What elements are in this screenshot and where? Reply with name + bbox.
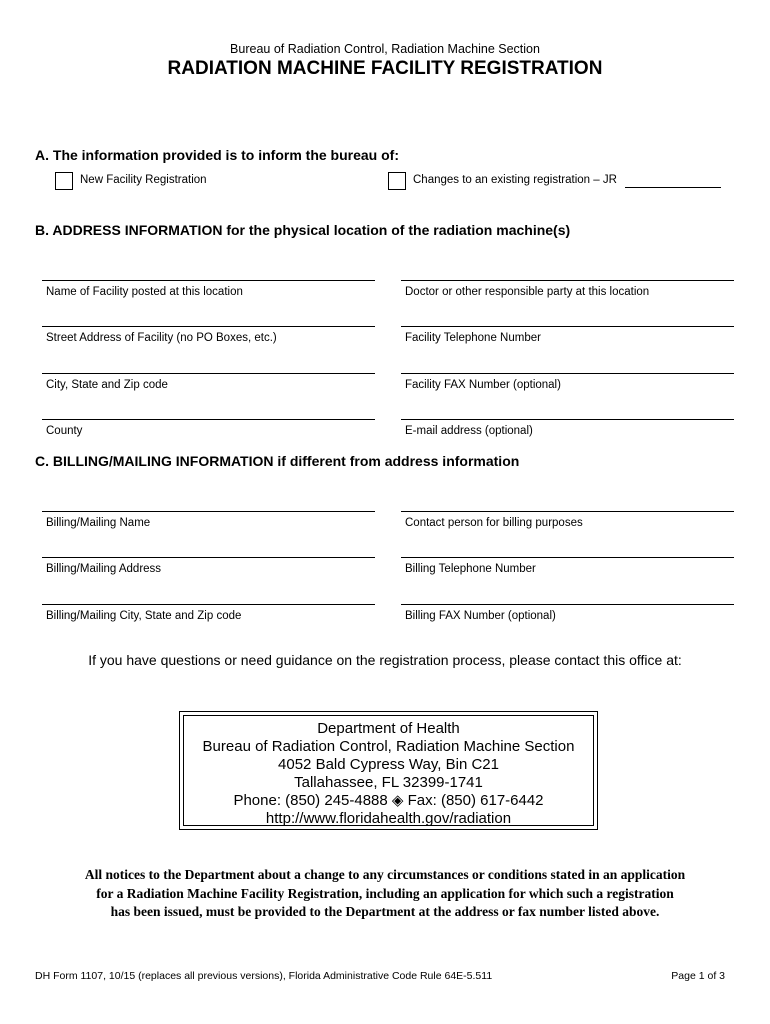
field-label: E-mail address (optional): [405, 425, 533, 437]
street-address-field[interactable]: [42, 326, 375, 344]
field-label: Street Address of Facility (no PO Boxes, etc.): [46, 332, 277, 344]
field-label: Billing/Mailing City, State and Zip code: [46, 610, 242, 622]
field-label: Billing FAX Number (optional): [405, 610, 556, 622]
change-registration-label: Changes to an existing registration – JR: [413, 174, 617, 186]
section-c-heading: C. BILLING/MAILING INFORMATION if different from address information: [35, 453, 520, 469]
form-subtitle: Bureau of Radiation Control, Radiation Machine Section: [230, 42, 540, 56]
contact-phone-fax: Phone: (850) 245-4888 ◈ Fax: (850) 617-6442: [233, 792, 544, 809]
notice-line: All notices to the Department about a change to any circumstances or conditions stated in an application: [84, 867, 686, 882]
field-label: Billing/Mailing Name: [46, 517, 151, 529]
billing-address-field[interactable]: [42, 557, 375, 575]
section-a-heading: A. The information provided is to inform the bureau of:: [35, 147, 399, 163]
contact-line: Bureau of Radiation Control, Radiation Machine Section: [202, 738, 575, 755]
field-label: Contact person for billing purposes: [405, 517, 583, 529]
field-label: City, State and Zip code: [46, 379, 168, 391]
billing-name-field[interactable]: [42, 511, 375, 529]
form-title: RADIATION MACHINE FACILITY REGISTRATION: [167, 58, 603, 79]
change-notice: [0, 866, 770, 922]
email-field[interactable]: [401, 419, 734, 437]
field-label: Doctor or other responsible party at this location: [405, 286, 650, 298]
county-field[interactable]: [42, 419, 375, 437]
billing-telephone-field[interactable]: [401, 557, 734, 575]
field-label: Name of Facility posted at this location: [46, 286, 243, 298]
contact-address-box: [179, 711, 598, 830]
facility-telephone-field[interactable]: [401, 326, 734, 344]
contact-line: 4052 Bald Cypress Way, Bin C21: [278, 756, 499, 773]
billing-fax-field[interactable]: [401, 604, 734, 622]
notice-line: for a Radiation Machine Facility Registration, including an application for which such a registration: [96, 885, 674, 901]
field-label: Billing/Mailing Address: [46, 563, 162, 575]
field-label: Billing Telephone Number: [405, 563, 536, 575]
contact-line: Tallahassee, FL 32399-1741: [294, 774, 483, 791]
new-facility-checkbox[interactable]: [55, 172, 73, 190]
contact-intro: If you have questions or need guidance on the registration process, please contact this office at:: [88, 652, 682, 668]
billing-contact-field[interactable]: [401, 511, 734, 529]
contact-line: Department of Health: [317, 720, 460, 737]
notice-line: has been issued, must be provided to the Department at the address or fax number listed above.: [110, 904, 660, 919]
responsible-party-field[interactable]: [401, 280, 734, 298]
footer-page-number: Page 1 of 3: [671, 970, 725, 982]
field-label: County: [46, 425, 83, 437]
field-label: Facility Telephone Number: [405, 332, 541, 344]
facility-fax-field[interactable]: [401, 373, 734, 391]
billing-city-state-zip-field[interactable]: [42, 604, 375, 622]
city-state-zip-field[interactable]: [42, 373, 375, 391]
facility-name-field[interactable]: [42, 280, 375, 298]
jr-number-field[interactable]: [625, 187, 721, 188]
new-facility-label: New Facility Registration: [80, 174, 207, 186]
section-b-heading: B. ADDRESS INFORMATION for the physical location of the radiation machine(s): [35, 222, 571, 238]
change-registration-checkbox[interactable]: [388, 172, 406, 190]
contact-website-link[interactable]: http://www.floridahealth.gov/radiation: [265, 810, 512, 827]
field-label: Facility FAX Number (optional): [405, 379, 561, 391]
footer-form-info: DH Form 1107, 10/15 (replaces all previous versions), Florida Administrative Code Rule 64E-5.511: [35, 970, 493, 982]
